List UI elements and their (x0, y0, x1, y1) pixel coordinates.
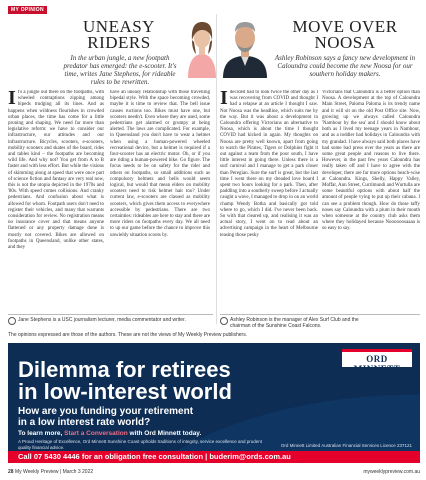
author-icon (220, 317, 228, 325)
right-title-line2: NOOSA (314, 33, 376, 52)
left-column-2: have an uneasy relationship with those travelling bipedal style. With the space becoming crowded, maybe it is time to review that. The bell issue causes ructions too. Bikes must have one, but scooters needn't. Even where they are used, some pedestrians get alarmed or grumpy at being alerted. The laws are complicated. For example, in Queensland you don't have to wear a helmet when using a human-powered wheeled recreational device, but a helmet is required if a four-scooter has an electric motor. Oh, or if you are riding a human-powered bike. Go figure. The focus needs to be on safety for the rider and others on footpaths, so small additions such as compulsory helmets and bells would seem logical, but would that mean elders on mobility scooters need to risk helmet hair too? Under current law, e-scooters are classed as mobility scooters, which gives them access to everywhere accessible by pedestrians. There are two certainties: rideables are here to stay and there are more riders on footpaths every day. We all need to up our game before the chance to improve this unwieldy situation scoots by. (110, 90, 210, 238)
ad-headline-line2: in low-interest world (18, 379, 232, 404)
column-divider (216, 14, 217, 324)
right-title-line1: MOVE OVER (292, 17, 398, 36)
right-dropcap: I (220, 90, 228, 109)
right-byline: Ashley Robinson is the manager of Alex Surf Club and the chairman of the Sunshine Coast Falcons. (230, 317, 359, 329)
ad-phone-link[interactable]: 07 5430 4446 (33, 452, 80, 461)
left-title-line1: UNEASY (83, 17, 155, 36)
right-title (270, 19, 420, 51)
ad-call-bar (8, 451, 420, 463)
ad-learn-pre: To learn more, (18, 430, 65, 437)
issue-date: March 3 2022 (62, 469, 94, 475)
ad-call-mid: for an obligation free consultation | (79, 452, 210, 461)
ad-subheadline (18, 406, 193, 428)
left-title (60, 19, 178, 51)
left-dropcap: I (8, 90, 16, 109)
publication-name: My Weekly Preview (14, 469, 59, 475)
left-standfirst: In the urban jungle, a new footpath predator has emerged: the e-scooter. It's time, writes Jane Stephens, for rideable rules to be rewritten. (63, 54, 177, 86)
ad-headline-line1: Dilemma for retirees (18, 357, 231, 382)
site-url[interactable]: myweeklypreview.com.au (363, 469, 420, 475)
ad-heritage: A Proud Heritage of Excellence, Ord Minnett Sunshine Coast upholds traditions of integrity, service excellence and prudent quality financial advice. (18, 439, 263, 450)
ad-learn-more (18, 430, 201, 437)
right-standfirst: Ashley Robinson says a fancy new development in Caloundra could become the new Noosa for our southern holiday makers. (274, 54, 416, 78)
disclaimer: The opinions expressed are those of the authors. These are not the views of My Weekly Preview publishers. (8, 332, 248, 338)
right-author-photo (222, 14, 268, 78)
author-icon (8, 317, 16, 325)
ad-brand: ORD MINNETT (353, 354, 401, 374)
ad-call-pre: Call (18, 452, 34, 461)
ad-learn-post: with Ord Minnett today. (127, 430, 202, 437)
left-author-photo (186, 14, 218, 78)
section-tag: MY OPINION (8, 6, 47, 14)
ad-sub-line1: How are you funding your retirement (18, 406, 194, 417)
right-column-2: Victorians that Caloundra is a better option than Noosa. A development at the top of Caloundra Main Street, Paloma Paloma is its trendy name and it will sit on the old Post Office site. Now, growing up we always called Caloundra 'Nambour by the sea' and I should know about both as I lived my teenage years in Nambour, and as a toddler had holidays in Caloundra with my grandad. I have always said both places have had some bad press over the years as there are some great people and reasons to live there. However, in the past few years Caloundra has really taken off and I have to agree with the developer, there are far more options beach-wise at Caloundra. Kings, Shelly, Happy Valley, Moffat, Ann Street, Currimundi and Wurtulla are some beautiful options with about half the amount of people vying to put up their cabana. I can see a problem though. How do those taffy noses say Caloundra with a plum in their mouth when someone at the country club asks them where they holidayed because Noooooosaaaa is so easy to say. (322, 90, 420, 232)
left-byline: Jane Stephens is a USC journalism lecturer, media commentator and writer. (18, 317, 186, 323)
ad-headline (18, 359, 232, 403)
left-title-line2: RIDERS (87, 33, 151, 52)
ad-email-link[interactable]: buderim@ords.com.au (209, 452, 291, 461)
right-col1-text: decided had to look twice the other day as I was recovering from COVID and thought I had a relapse at an article I thought I saw. Not Noosa was the headline, which suits me by the way. But it was about a development in Caloundra offering Victorians an alternative to Noosa, which is about the time I thought COVID had kicked in again. My thoughts on Noosa are pretty well known, apart from going to watch the Pirates, Tigers or Dolphins fight it out against a team from the poor south, I have little interest in going there. Unless there is a surf carnival and I manage to get a park closer than Peregian. Sure the surf is great, but the last time I went there on my dreaded love board I spent two hours looking for a park. Then, after paddling into a southerly sweep before I actually caught a wave, I managed to drop in on an world champ Wendy Botha and basically got told where to go, which I did. I've never been back. So with that cleared up, and realising it was an actual story, I went on to read about an advertising campaign in the heart of Melbourne teasing those pesky (220, 90, 318, 238)
ad-start-conversation-link[interactable]: Start a Conversation (64, 430, 128, 437)
left-col1-text: t's a jungle out there on the footpaths, with wheeled contraptions zipping among bipeds trudging all its lines. And as happens when wildness flourishes in crowded urban places, the time has come for a little pruning and shaping. We need far more than legislative reform: we have to consider our infrastructure, our attitudes and our infrastructure. Bicycles, scooters, e-scooters, mobility scooters and skates of the board, rides and tables kind – the footpaths are becoming wild life. And why not? You get from A to B faster and with less effort. But while the visions of skimming along at speed that were once part of science fiction and fantasy are very real now, this is not the utopia depicted in the 1970s and '80s. With speed comes collisions. And cranky pedestrians. And confusion about what is allowed for whom. Footpath users don't need to register their vehicles, and many that warrants consideration for review. No registration means no insurance cover and that means anyone flattened or any property damage done is mostly not covered. Bikes are allowed on footpaths in Queensland, unlike other states, and they (8, 90, 104, 251)
left-column-1 (8, 90, 104, 312)
page-number: 28 (8, 469, 14, 475)
right-column-1 (220, 90, 318, 312)
right-byline-box (220, 314, 420, 329)
left-byline-box (8, 314, 213, 324)
page-footer-left: 28 My Weekly Preview | March 3 2022 (8, 469, 94, 475)
ad-sub-line2: in a low interest rate world? (18, 417, 151, 428)
ad-licence: Ord Minnett Limited Australian Financial Services Licence 237121 (280, 443, 412, 448)
ord-minnett-advertisement[interactable] (8, 343, 420, 463)
